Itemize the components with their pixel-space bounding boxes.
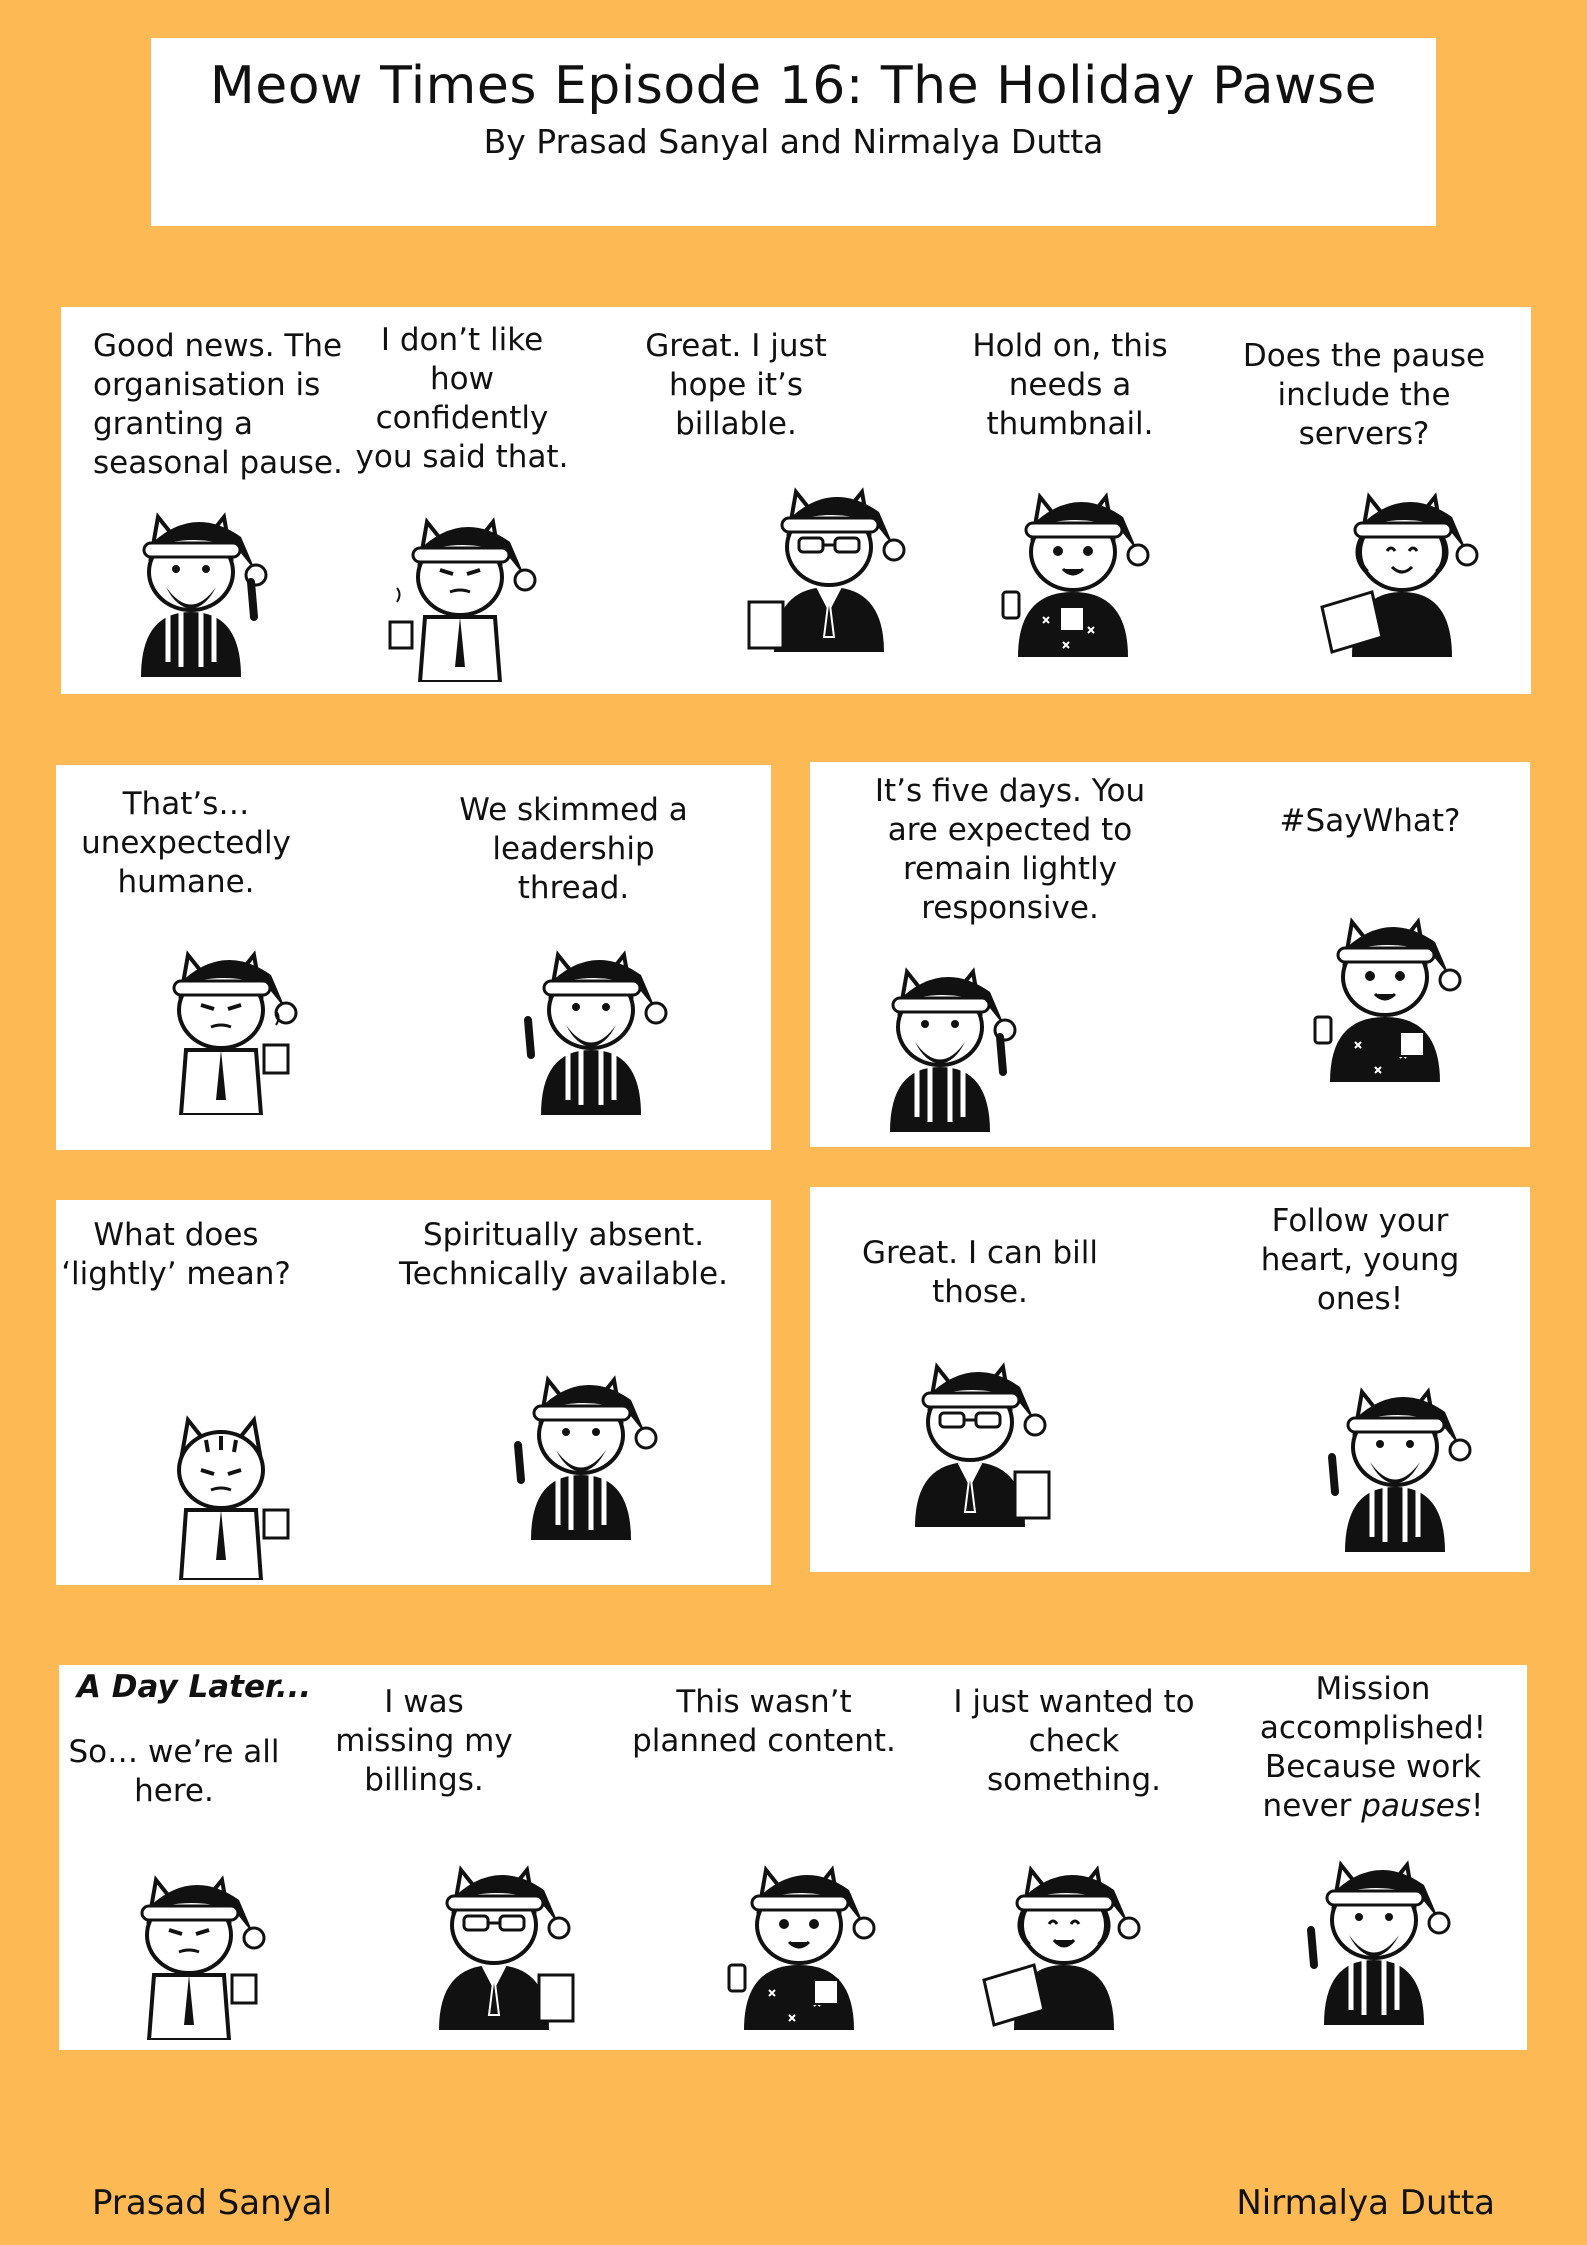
cell-row2-right-2	[1210, 762, 1530, 1147]
glasses-cat-suit-icon	[885, 1337, 1055, 1527]
speech-text: What does ‘lightly’ mean?	[61, 1217, 291, 1292]
speech-text: Does the pause include the servers?	[1242, 338, 1486, 452]
speech-text: Good news. The organisation is granting a seasonal pause.	[93, 328, 343, 481]
speech-text: Hold on, this needs a thumbnail.	[972, 328, 1168, 442]
speech-text: This wasn’t planned content.	[632, 1684, 896, 1759]
cell-row3-left-1	[56, 1200, 356, 1585]
panel-row3-left	[56, 1200, 771, 1585]
tabby-cat-coffee-icon	[375, 492, 545, 682]
speech-text: Great. I just hope it’s billable.	[645, 328, 827, 442]
comic-title: Meow Times Episode 16: The Holiday Pawse	[209, 56, 1378, 116]
cell-row3-right-2	[1210, 1187, 1530, 1572]
tabby-cat-coffee-icon	[104, 1850, 274, 2040]
speech-text: Spiritually absent. Technically available.	[399, 1217, 728, 1292]
bearded-cat-icon	[855, 942, 1025, 1132]
bearded-cat-icon	[496, 1350, 666, 1540]
tabby-cat-coffee-icon	[136, 1390, 306, 1580]
comic-byline: By Prasad Sanyal and Nirmalya Dutta	[483, 122, 1104, 161]
cell-row4-5	[1219, 1665, 1527, 2050]
cell-row1-3	[645, 307, 943, 694]
glasses-cat-suit-icon	[744, 462, 914, 652]
signature-left: Prasad Sanyal	[92, 2183, 333, 2223]
bearded-cat-icon	[506, 925, 676, 1115]
caption-day-later: A Day Later...	[77, 1669, 312, 1705]
speech-text: Follow your heart, young ones!	[1260, 1203, 1460, 1317]
speech-text: I don’t like how confidently you said that.	[355, 322, 569, 475]
speech-text: I was missing my billings.	[335, 1684, 513, 1798]
cell-row1-1	[61, 307, 355, 694]
speech-text: Great. I can bill those.	[861, 1235, 1099, 1310]
panel-row4	[59, 1665, 1527, 2050]
speech-text-main: Mission accomplished! Because work never	[1259, 1671, 1487, 1824]
cell-row2-left-1	[56, 765, 396, 1150]
signature-right: Nirmalya Dutta	[1236, 2183, 1495, 2223]
panel-row1	[61, 307, 1531, 694]
speech-text: It’s five days. You are expected to remain lightly responsive.	[874, 773, 1146, 926]
cell-row2-left-2	[396, 765, 771, 1150]
panel-row3-right	[810, 1187, 1530, 1572]
sweater-cat-phone-icon	[1300, 892, 1470, 1082]
cell-row1-5	[1237, 307, 1531, 694]
panel-row2-left	[56, 765, 771, 1150]
bearded-cat-icon	[1289, 1835, 1459, 2025]
cell-row4-3	[632, 1665, 929, 2050]
bearded-cat-icon	[106, 487, 276, 677]
speech-text: That’s… unexpectedly humane.	[81, 786, 291, 900]
curly-cat-laptop-icon	[979, 1840, 1149, 2030]
bearded-cat-icon	[1310, 1362, 1480, 1552]
speech-text-emphasis: pauses	[1361, 1788, 1471, 1824]
title-banner	[151, 38, 1436, 226]
speech-text: I just wanted to check something.	[953, 1684, 1195, 1798]
cell-row1-4	[943, 307, 1237, 694]
tabby-cat-coffee-icon	[136, 925, 306, 1115]
speech-text: We skimmed a leadership thread.	[459, 792, 688, 906]
sweater-cat-phone-icon	[714, 1840, 884, 2030]
speech-text-end: !	[1471, 1788, 1484, 1824]
sweater-cat-phone-icon	[988, 467, 1158, 657]
cell-row2-right-1	[810, 762, 1210, 1147]
curly-cat-laptop-icon	[1317, 467, 1487, 657]
speech-text	[1219, 1670, 1527, 1826]
cell-row4-2	[335, 1665, 639, 2050]
glasses-cat-suit-icon	[409, 1840, 579, 2030]
panel-row2-right	[810, 762, 1530, 1147]
cell-row4-4	[929, 1665, 1219, 2050]
speech-text: So… we’re all here.	[68, 1734, 280, 1809]
speech-text: #SayWhat?	[1279, 803, 1461, 839]
cell-row3-right-1	[810, 1187, 1210, 1572]
cell-row3-left-2	[356, 1200, 771, 1585]
